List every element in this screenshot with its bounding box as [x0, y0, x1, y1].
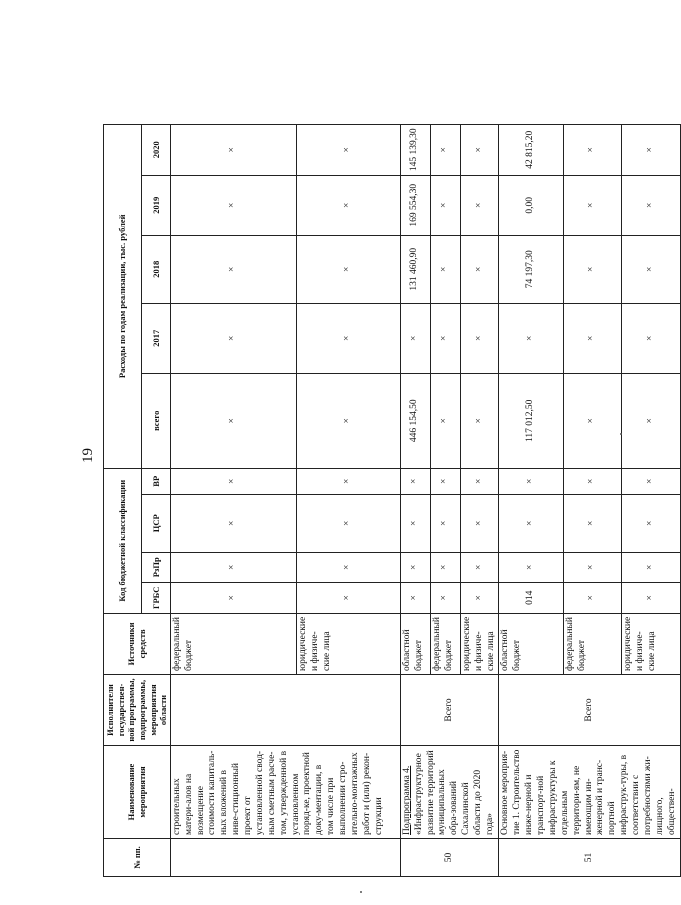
csr-cell: ×	[622, 494, 680, 552]
y2020-cell: 42 815,20	[499, 124, 563, 175]
y2020-cell: ×	[563, 124, 621, 175]
total-cell: ×	[430, 373, 460, 468]
header-vr: ВР	[142, 468, 170, 494]
source-cell: юридические и физиче-ские лица	[460, 613, 499, 674]
y2019-cell: ×	[460, 175, 499, 235]
total-cell: ×	[170, 373, 296, 468]
rzpr-cell: ×	[563, 552, 621, 582]
executor-empty	[170, 675, 400, 746]
csr-cell: ×	[400, 494, 430, 552]
csr-cell: ×	[430, 494, 460, 552]
table-row	[499, 124, 563, 876]
y2018-cell: ×	[170, 235, 296, 303]
vr-cell: ×	[460, 468, 499, 494]
rzpr-cell: ×	[499, 552, 563, 582]
y2018-cell: ×	[296, 235, 400, 303]
grbs-cell: ×	[170, 582, 296, 613]
total-cell: ×	[563, 373, 621, 468]
csr-cell: ×	[170, 494, 296, 552]
grbs-cell: ×	[296, 582, 400, 613]
y2018-cell: ×	[430, 235, 460, 303]
source-cell: юридические и физиче-ские лица	[296, 613, 400, 674]
vr-cell: ×	[296, 468, 400, 494]
header-2019: 2019	[142, 175, 170, 235]
grbs-cell: ×	[563, 582, 621, 613]
vr-cell: ×	[622, 468, 680, 494]
total-cell: ×	[622, 373, 680, 468]
y2018-cell: ×	[563, 235, 621, 303]
header-name: Наименование мероприятия	[104, 746, 171, 839]
y2020-cell: ×	[622, 124, 680, 175]
y2018-cell: 74 197,30	[499, 235, 563, 303]
scan-speck	[360, 891, 362, 893]
source-cell: федеральный бюджет	[170, 613, 296, 674]
header-2018: 2018	[142, 235, 170, 303]
vr-cell: ×	[499, 468, 563, 494]
row-number: 50	[400, 839, 499, 877]
csr-cell: ×	[460, 494, 499, 552]
header-total: всего	[142, 373, 170, 468]
y2019-cell: ×	[622, 175, 680, 235]
row-number-empty	[170, 839, 400, 877]
y2017-cell: ×	[170, 303, 296, 373]
y2017-cell: ×	[563, 303, 621, 373]
y2020-cell: ×	[460, 124, 499, 175]
y2018-cell: ×	[622, 235, 680, 303]
header-expenses: Расходы по годам реализации, тыс. рублей	[104, 124, 142, 468]
grbs-cell: 014	[499, 582, 563, 613]
csr-cell: ×	[563, 494, 621, 552]
table-row	[170, 124, 296, 876]
header-rzpr: РзПр	[142, 552, 170, 582]
measure-name: Основное мероприя-тие 1. Строительство инже-нерной и транспорт-ной инфраструктуры к отдельным территори-ям, не имеющим ин-женерной и транс-портной инфраструк-туры, в соответствии с потребностями жи-лищного, обществен-	[499, 746, 680, 839]
budget-table	[103, 124, 681, 877]
y2017-cell: ×	[622, 303, 680, 373]
rzpr-cell: ×	[400, 552, 430, 582]
total-cell: ×	[460, 373, 499, 468]
header-source: Источники средств	[104, 613, 171, 674]
y2020-cell: 145 139,30	[400, 124, 430, 175]
csr-cell: ×	[499, 494, 563, 552]
y2020-cell: ×	[170, 124, 296, 175]
source-cell: областной бюджет	[499, 613, 563, 674]
vr-cell: ×	[400, 468, 430, 494]
csr-cell: ×	[296, 494, 400, 552]
rzpr-cell: ×	[430, 552, 460, 582]
y2019-cell: ×	[563, 175, 621, 235]
grbs-cell: ×	[400, 582, 430, 613]
total-cell: 446 154,50	[400, 373, 430, 468]
y2019-cell: 169 554,30	[400, 175, 430, 235]
header-2017: 2017	[142, 303, 170, 373]
header-grbs: ГРБС	[142, 582, 170, 613]
rzpr-cell: ×	[170, 552, 296, 582]
y2017-cell: ×	[460, 303, 499, 373]
y2019-cell: ×	[430, 175, 460, 235]
executor-cell: Всего	[400, 675, 499, 746]
vr-cell: ×	[170, 468, 296, 494]
header-csr: ЦСР	[142, 494, 170, 552]
source-cell: федеральный бюджет	[430, 613, 460, 674]
table-row	[400, 124, 430, 876]
y2019-cell: 0,00	[499, 175, 563, 235]
rzpr-cell: ×	[296, 552, 400, 582]
source-cell: федеральный бюджет	[563, 613, 621, 674]
header-2020: 2020	[142, 124, 170, 175]
page-number: 19	[80, 448, 96, 463]
grbs-cell: ×	[430, 582, 460, 613]
y2017-cell: ×	[430, 303, 460, 373]
source-cell: областной бюджет	[400, 613, 430, 674]
rzpr-cell: ×	[460, 552, 499, 582]
vr-cell: ×	[430, 468, 460, 494]
scan-speck	[620, 433, 622, 435]
y2017-cell: ×	[499, 303, 563, 373]
grbs-cell: ×	[622, 582, 680, 613]
total-cell: ×	[296, 373, 400, 468]
header-num: № пп.	[104, 839, 171, 877]
y2018-cell: ×	[460, 235, 499, 303]
row-number: 51	[499, 839, 680, 877]
y2017-cell: ×	[296, 303, 400, 373]
y2020-cell: ×	[296, 124, 400, 175]
y2020-cell: ×	[430, 124, 460, 175]
y2018-cell: 131 460,90	[400, 235, 430, 303]
executor-cell: Всего	[499, 675, 680, 746]
y2019-cell: ×	[296, 175, 400, 235]
grbs-cell: ×	[460, 582, 499, 613]
vr-cell: ×	[563, 468, 621, 494]
measure-name	[400, 746, 499, 839]
measure-name: строительных матери-алов на возмещение стоимости капиталь-ных вложений в инве-стиционный проект от установленной свод-ным сметным расче-том, утвержденной в установленном поряд-ке, проектной доку-ментации, в том числе при выполнении стро-ительно-монтажных работ и (или) рекон-струкции	[170, 746, 400, 839]
total-cell: 117 012,50	[499, 373, 563, 468]
rzpr-cell: ×	[622, 552, 680, 582]
header-executor: Исполнители государствен-ной программы, подпрограммы, мероприятия области	[104, 675, 171, 746]
subprogram-description: «Инфраструктурное развитие территорий муниципальных обра-зований Сахалинской области до 2020 года»	[413, 750, 495, 835]
source-cell: юридические и физиче-ские лица	[622, 613, 680, 674]
subprogram-title: Подпрограмма 4.	[401, 765, 412, 835]
y2017-cell: ×	[400, 303, 430, 373]
y2019-cell: ×	[170, 175, 296, 235]
header-budget-classification: Код бюджетной классификации	[104, 468, 142, 613]
